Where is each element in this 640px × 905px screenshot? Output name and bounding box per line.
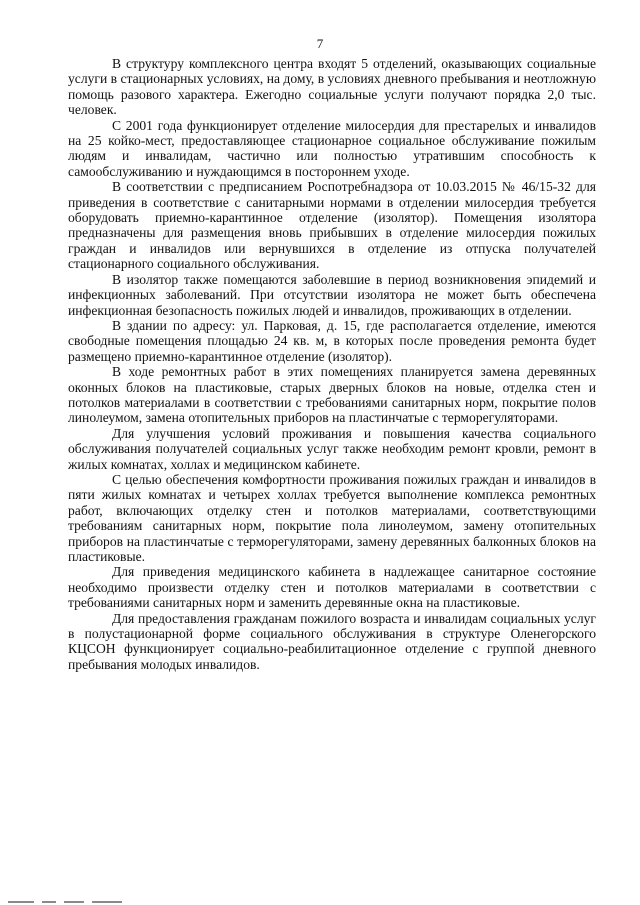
paragraph-10: Для предоставления гражданам пожилого возраста и инвалидам социальных услуг в полустационарной форме социального обслуживания в структуре Оленегорского КЦСОН функционирует социально-реабилитационное отделение с группой дневного пребывания молодых инвалидов. (68, 610, 596, 672)
paragraph-6: В ходе ремонтных работ в этих помещениях планируется замена деревянных оконных блоков на пластиковые, старых дверных блоков на новые, отделка стен и потолков материалами в соответствии с требованиями санитарных норм, покрытие полов линолеумом, замена отопительных приборов на пластинчатые с терморегуляторами. (68, 364, 596, 426)
body-text (68, 56, 596, 672)
paragraph-8: С целью обеспечения комфортности проживания пожилых граждан и инвалидов в пяти жилых комнатах и четырех холлах требуется выполнение комплекса ремонтных работ, включающих отделку стен и потолков материалами, соответствующими требованиям санитарных норм, покрытие пола линолеумом, замену отопительных приборов на пластинчатые с терморегуляторами, замену деревянных балконных блоков на пластиковые. (68, 471, 596, 564)
paragraph-2: С 2001 года функционирует отделение милосердия для престарелых и инвалидов на 25 койко-мест, предоставляющее стационарное социальное обслуживание пожилым людям и инвалидам, частично или полностью утратившим способность к самообслуживанию и нуждающимся в постороннем уходе. (68, 117, 596, 179)
paragraph-5: В здании по адресу: ул. Парковая, д. 15, где располагается отделение, имеются свободные помещения площадью 24 кв. м, в которых после проведения ремонта будет размещено приемно-карантинное отделение (изолятор). (68, 317, 596, 364)
paragraph-1: В структуру комплексного центра входят 5 отделений, оказывающих социальные услуги в стационарных условиях, на дому, в условиях дневного пребывания и неотложную помощь разового характера. Ежегодно социальные услуги получают порядка 2,0 тыс. человек. (68, 56, 596, 118)
paragraph-3: В соответствии с предписанием Роспотребнадзора от 10.03.2015 № 46/15-32 для приведения в соответствие с санитарными нормами в отделении милосердия требуется оборудовать приемно-карантинное отделение (изолятор). Помещения изолятора предназначены для размещения вновь прибывших в отделение милосердия пожилых граждан и инвалидов или вернувшихся в отделение из отпуска получателей стационарного социального обслуживания. (68, 179, 596, 272)
paragraph-9: Для приведения медицинского кабинета в надлежащее санитарное состояние необходимо произвести отделку стен и потолков материалами в соответствии с требованиями санитарных норм и заменить деревянные окна на пластиковые. (68, 564, 596, 611)
paragraph-4: В изолятор также помещаются заболевшие в период возникновения эпидемий и инфекционных заболеваний. При отсутствии изолятора не может быть обеспечена инфекционная безопасность пожилых людей и инвалидов, проживающих в отделении. (68, 271, 596, 318)
scan-artifact (0, 895, 130, 905)
paragraph-7: Для улучшения условий проживания и повышения качества социального обслуживания получателей социальных услуг также необходим ремонт кровли, ремонт в жилых комнатах, холлах и медицинском кабинете. (68, 425, 596, 472)
page-number: 7 (316, 36, 324, 51)
